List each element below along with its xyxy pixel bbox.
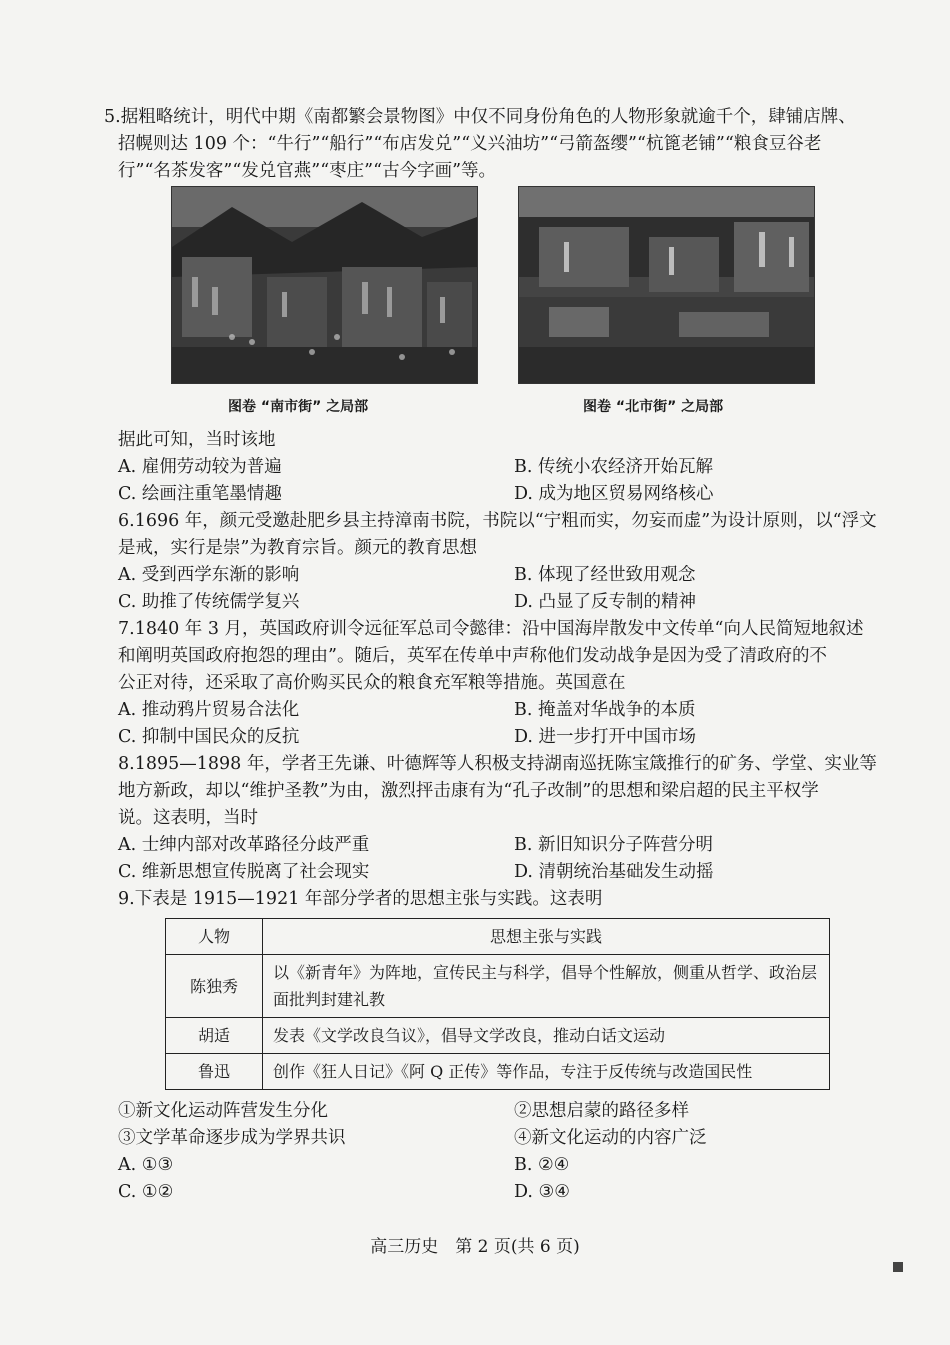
table-cell-idea: 发表《文学改良刍议》，倡导文学改良，推动白话文运动 [263, 1018, 830, 1054]
table-cell-person: 陈独秀 [166, 955, 263, 1018]
q5-option-a: A. 雇佣劳动较为普遍 [118, 457, 282, 477]
q5-option-d: D. 成为地区贸易网络核心 [514, 484, 714, 504]
q6-option-b: B. 体现了经世致用观念 [514, 565, 696, 585]
scholars-table [165, 918, 830, 1090]
table-header-row [166, 919, 830, 955]
q5-stem-line1: 5.据粗略统计，明代中期《南都繁会景物图》中仅不同身份角色的人物形象就逾千个，肆铺店牌、 [104, 107, 856, 127]
q8-option-a: A. 士绅内部对改革路径分歧严重 [118, 835, 370, 855]
table-row [166, 1018, 830, 1054]
q7-stem-line2: 和阐明英国政府抱怨的理由”。随后，英军在传单中声称他们发动战争是因为受了清政府的不 [118, 646, 827, 666]
q9-stem-line1: 9.下表是 1915—1921 年部分学者的思想主张与实践。这表明 [118, 889, 603, 909]
q9-option-d: D. ③④ [514, 1182, 570, 1202]
q5-question: 据此可知，当时该地 [118, 430, 276, 450]
q5-option-c: C. 绘画注重笔墨情趣 [118, 484, 282, 504]
q9-option-b: B. ②④ [514, 1155, 570, 1175]
q6-option-a: A. 受到西学东渐的影响 [118, 565, 300, 585]
q9-statement-3: ③文学革命逐步成为学界共识 [118, 1128, 346, 1148]
q8-stem-line1: 8.1895—1898 年，学者王先谦、叶德辉等人积极支持湖南巡抚陈宝箴推行的矿务、学堂、实业等 [118, 754, 877, 774]
q9-statement-2: ②思想启蒙的路径多样 [514, 1101, 689, 1121]
q8-option-c: C. 维新思想宣传脱离了社会现实 [118, 862, 370, 882]
q5-stem-line3: 行”“名茶发客”“发兑官燕”“枣庄”“古今字画”等。 [118, 161, 497, 181]
figure-caption-right: 图卷 “北市街” 之局部 [583, 399, 724, 415]
table-cell-idea: 创作《狂人日记》《阿 Q 正传》等作品，专注于反传统与改造国民性 [263, 1054, 830, 1090]
q9-option-c: C. ①② [118, 1182, 174, 1202]
table-header-person: 人物 [166, 919, 263, 955]
q7-stem-line3: 公正对待，还采取了高价购买民众的粮食充军粮等措施。英国意在 [118, 673, 626, 693]
q7-stem-line1: 7.1840 年 3 月，英国政府训令远征军总司令懿律：沿中国海岸散发中文传单“向人民简短地叙述 [118, 619, 864, 639]
q8-stem-line2: 地方新政，却以“维护圣教”为由，激烈抨击康有为“孔子改制”的思想和梁启超的民主平权学 [118, 781, 819, 801]
q9-option-a: A. ①③ [118, 1155, 174, 1175]
q7-option-b: B. 掩盖对华战争的本质 [514, 700, 696, 720]
q6-option-c: C. 助推了传统儒学复兴 [118, 592, 300, 612]
beishijie-painting [518, 186, 815, 384]
table-cell-person: 胡适 [166, 1018, 263, 1054]
table-cell-idea: 以《新青年》为阵地，宣传民主与科学，倡导个性解放，侧重从哲学、政治层面批判封建礼教 [263, 955, 830, 1018]
q7-option-d: D. 进一步打开中国市场 [514, 727, 697, 747]
q8-option-b: B. 新旧知识分子阵营分明 [514, 835, 713, 855]
qr-code-icon [893, 1262, 903, 1272]
q5-option-b: B. 传统小农经济开始瓦解 [514, 457, 713, 477]
page-footer: 高三历史 第 2 页(共 6 页) [370, 1237, 580, 1257]
q7-option-c: C. 抑制中国民众的反抗 [118, 727, 300, 747]
figure-caption-left: 图卷 “南市街” 之局部 [228, 399, 369, 415]
q6-option-d: D. 凸显了反专制的精神 [514, 592, 697, 612]
table-row [166, 1054, 830, 1090]
table-cell-person: 鲁迅 [166, 1054, 263, 1090]
q6-stem-line2: 是戒，实行是崇”为教育宗旨。颜元的教育思想 [118, 538, 477, 558]
q7-option-a: A. 推动鸦片贸易合法化 [118, 700, 300, 720]
q9-statement-4: ④新文化运动的内容广泛 [514, 1128, 707, 1148]
q5-stem-line2: 招幌则达 109 个：“牛行”“船行”“布店发兑”“义兴油坊”“弓箭盔缨”“杭篦老铺”“粮食豆谷老 [118, 134, 822, 154]
table-header-idea: 思想主张与实践 [263, 919, 830, 955]
q8-option-d: D. 清朝统治基础发生动摇 [514, 862, 714, 882]
table-row [166, 955, 830, 1018]
nanshijie-painting [171, 186, 478, 384]
q8-stem-line3: 说。这表明，当时 [118, 808, 258, 828]
q9-statement-1: ①新文化运动阵营发生分化 [118, 1101, 328, 1121]
q6-stem-line1: 6.1696 年，颜元受邀赴肥乡县主持漳南书院，书院以“宁粗而实，勿妄而虚”为设计原则，以“浮文 [118, 511, 877, 531]
